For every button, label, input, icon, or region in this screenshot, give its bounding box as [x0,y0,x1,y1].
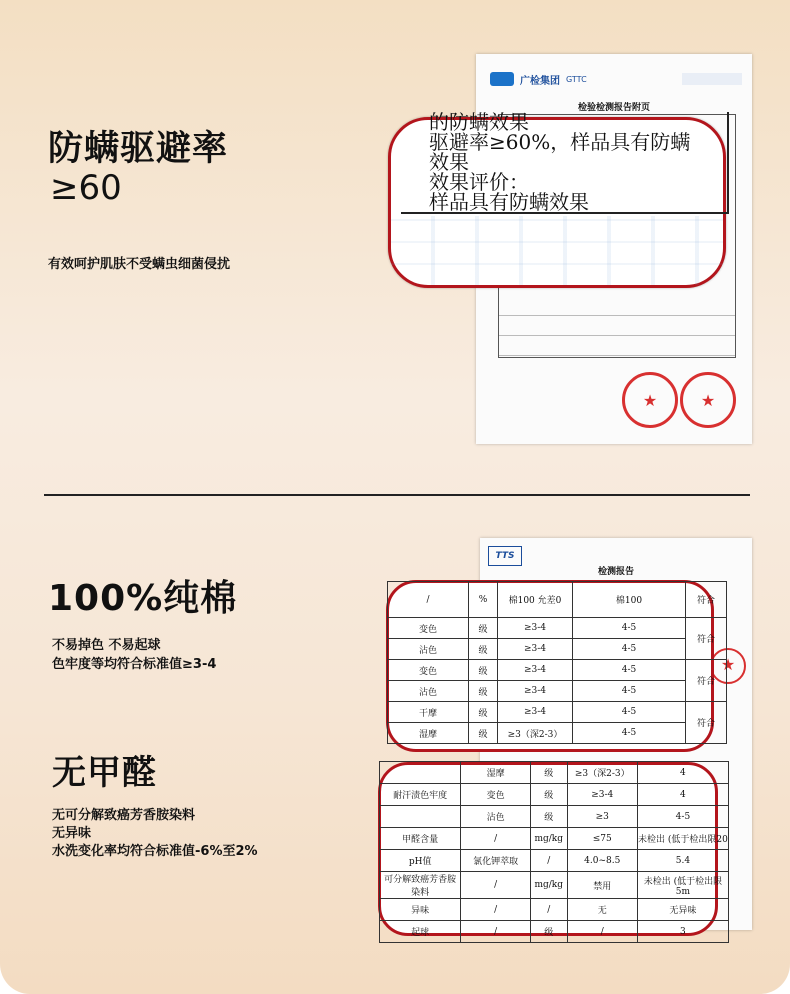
table-cell: 级 [469,660,498,681]
table-cell: 4 [637,784,728,806]
table-header-cell: % [469,582,498,618]
table-cell: 变色 [461,784,531,806]
cotton-desc-1: 不易掉色 不易起球 [52,638,161,653]
formaldehyde-desc-3: 水洗变化率均符合标准值-6%至2% [52,844,258,859]
report-title: 检验检测报告附页 [577,103,650,113]
table-cell: 级 [469,681,498,702]
magnified-report-excerpt-1 [388,110,726,288]
table-cell: / [530,899,567,921]
table-cell: 未检出 (低于检出限20 [637,828,728,850]
table-cell: 4-5 [573,639,686,660]
anti-mite-desc: 有效呵护肌肤不受螨虫细菌侵扰 [48,257,231,272]
table-cell: 变色 [388,618,469,639]
table-cell: 级 [469,618,498,639]
table-cell: 起球 [380,921,461,943]
table-cell: ≥3-4 [498,639,573,660]
table-cell: / [461,828,531,850]
result-cell: 符合 [686,702,727,744]
table-cell: 4 [637,762,728,784]
table-cell [380,762,461,784]
table-cell: pH值 [380,850,461,872]
table-cell: 5.4 [637,850,728,872]
table-cell: 异味 [380,899,461,921]
table-cell: ≥3（深2-3） [567,762,637,784]
table-cell: 4-5 [573,660,686,681]
section-divider [44,494,750,496]
table-cell: ≥3-4 [498,660,573,681]
table-cell: 沾色 [388,681,469,702]
table-cell: 湿摩 [461,762,531,784]
table-cell: ≥3-4 [498,618,573,639]
mag-line: 效果 [429,150,469,174]
table-header-cell: / [388,582,469,618]
table-cell: / [567,921,637,943]
formaldehyde-desc-1: 无可分解致癌芳香胺染料 [52,808,196,823]
cert-marks-icon [682,73,742,85]
table-cell: / [461,899,531,921]
result-cell: 符合 [686,660,727,702]
table-cell: 4.0~8.5 [567,850,637,872]
safety-table [379,761,729,943]
table-cell: 4-5 [573,702,686,723]
table-header-cell: 棉100 允差0 [498,582,573,618]
table-row [380,899,729,921]
table-cell: ≥3（深2-3） [498,723,573,744]
table-cell: ≥3-4 [567,784,637,806]
red-seal-icon-2: ★ [680,372,736,428]
red-seal-icon-3: ★ [710,648,746,684]
table-row [388,660,727,681]
table-cell: 变色 [388,660,469,681]
table-cell: 4-5 [573,681,686,702]
table-row [388,618,727,639]
table-cell: / [461,921,531,943]
tts-logo: TTS [488,546,522,566]
colorfastness-table [387,581,727,744]
anti-mite-value: ≥60 [50,168,122,208]
table-row [388,639,727,660]
table-cell: mg/kg [530,828,567,850]
table-row [388,723,727,744]
anti-mite-title: 防螨驱避率 [48,129,229,169]
report-header [490,64,742,94]
table-cell: 级 [530,762,567,784]
gttc-logo-icon [490,72,514,86]
table-row [380,872,729,899]
result-cell: 符合 [686,618,727,660]
table-row [380,921,729,943]
table-row [380,806,729,828]
table-row [388,681,727,702]
table-cell: 无异味 [637,899,728,921]
table-row [380,850,729,872]
org-name: 广检集团 [520,75,560,87]
table-row [388,702,727,723]
table-cell: 干摩 [388,702,469,723]
table-cell: 未检出 (低于检出限5m [637,872,728,899]
cotton-title: 100%纯棉 [48,578,238,619]
table-row [380,828,729,850]
table-cell: 沾色 [388,639,469,660]
table-cell: 级 [530,806,567,828]
mag-line: 效果评价： [429,170,529,194]
red-seal-icon: ★ [622,372,678,428]
table-cell: 级 [469,723,498,744]
table-cell: / [530,850,567,872]
table-cell: ≥3 [567,806,637,828]
table-cell: 4-5 [573,723,686,744]
table-cell: 3 [637,921,728,943]
formaldehyde-desc-2: 无异味 [52,826,92,841]
magnified-colorfastness-table [386,580,714,752]
table-cell: mg/kg [530,872,567,899]
table-cell: 级 [530,921,567,943]
table-cell [380,806,461,828]
table-row [380,784,729,806]
table-cell: 可分解致癌芳香胺染料 [380,872,461,899]
security-pattern [391,216,723,285]
table-cell: 无 [567,899,637,921]
table-row [380,762,729,784]
table-cell: 级 [530,784,567,806]
table-header-cell: 棉100 [573,582,686,618]
table-cell: ≥3-4 [498,681,573,702]
table-cell: 湿摩 [388,723,469,744]
table-cell: 甲醛含量 [380,828,461,850]
mag-line: 样品具有防螨效果 [429,190,589,214]
report-title-2: 检测报告 [597,567,634,577]
table-cell: 沾色 [461,806,531,828]
mag-line: 的防螨效果 [429,110,529,134]
cotton-desc-2: 色牢度等均符合标准值≥3-4 [52,657,217,672]
formaldehyde-title: 无甲醛 [52,753,157,793]
table-cell: ≤75 [567,828,637,850]
table-cell: 4-5 [573,618,686,639]
table-cell: / [461,872,531,899]
magnified-safety-table [378,762,728,938]
table-cell: 耐汗渍色牢度 [380,784,461,806]
mag-line: 驱避率≥60%，样品具有防螨 [429,130,691,154]
table-cell: 级 [469,702,498,723]
table-cell: 级 [469,639,498,660]
table-cell: 禁用 [567,872,637,899]
table-cell: 氯化钾萃取 [461,850,531,872]
table-cell: ≥3-4 [498,702,573,723]
table-cell: 4-5 [637,806,728,828]
org-name-en: GTTC [566,74,587,84]
table-header-cell: 符合 [686,582,727,618]
